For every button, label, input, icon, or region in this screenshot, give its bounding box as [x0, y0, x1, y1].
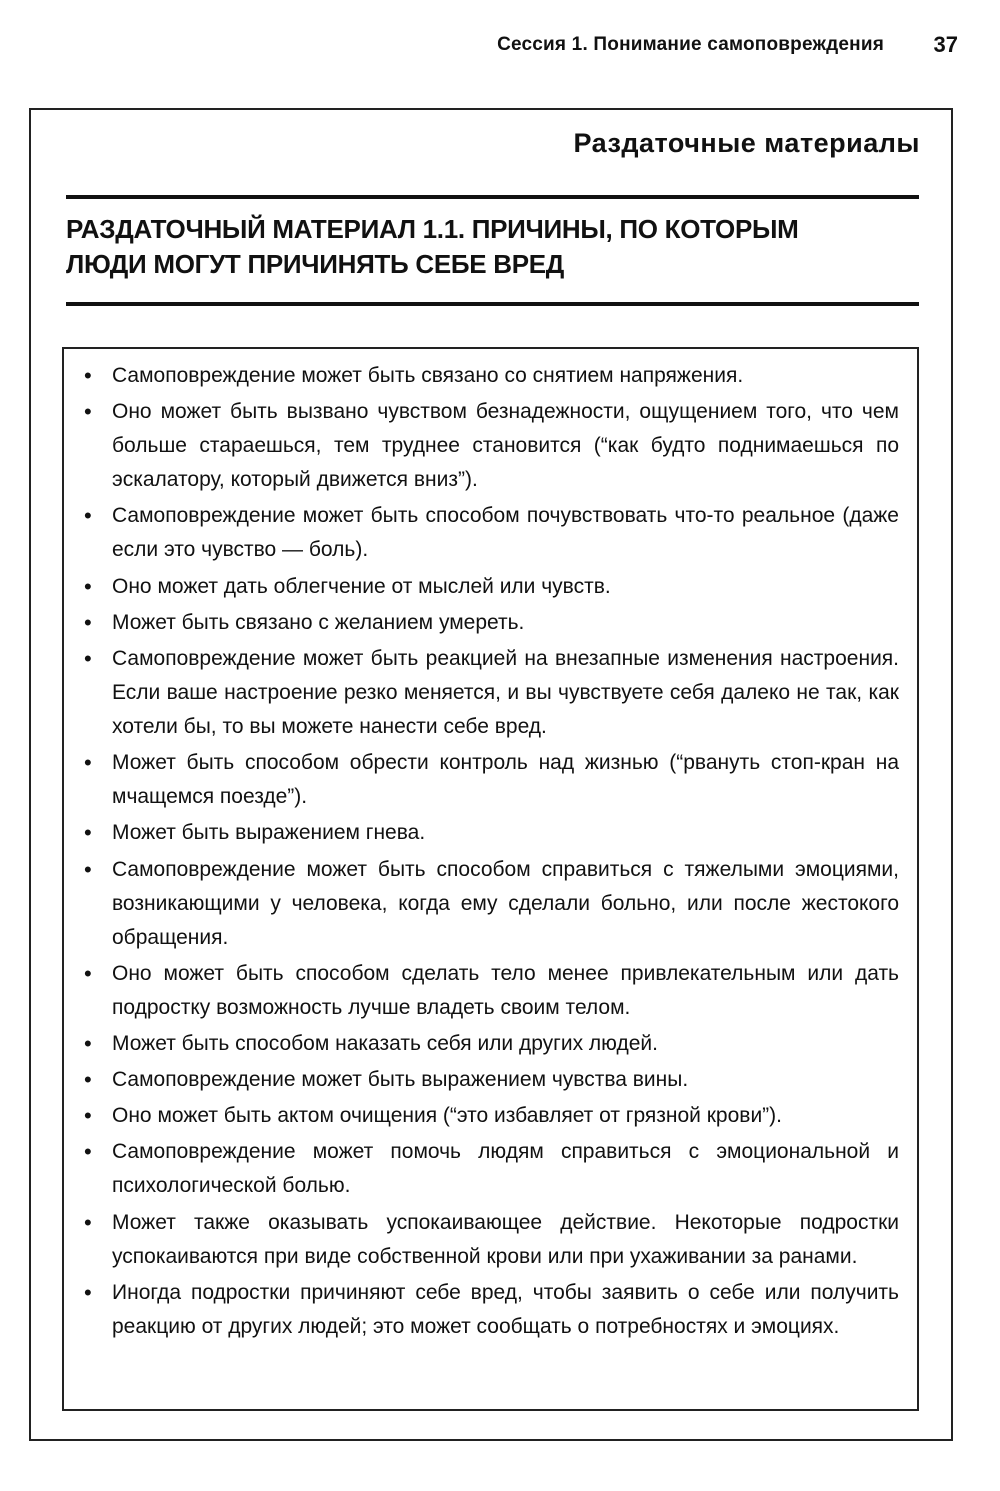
bullet-icon: •	[84, 573, 92, 599]
bullet-icon: •	[84, 1209, 92, 1235]
bullet-icon: •	[84, 363, 92, 388]
list-item-text: Оно может дать облегчение от мыслей или чувств.	[112, 574, 611, 598]
list-item-text: Может также оказывать успокаивающее действие. Некоторые подростки успокаиваются при виде собственной крови или при ухаживании за ранами.	[112, 1210, 899, 1268]
handout-title-line-2: ЛЮДИ МОГУТ ПРИЧИНЯТЬ СЕБЕ ВРЕД	[66, 249, 565, 279]
bullet-icon: •	[84, 750, 92, 776]
list-item	[84, 606, 899, 640]
list-item	[84, 1206, 899, 1274]
list-item-text: Может быть связано с желанием умереть.	[112, 610, 525, 634]
list-item	[84, 642, 899, 744]
list-item	[84, 816, 899, 850]
list-item	[84, 1027, 899, 1061]
bullet-icon: •	[84, 1279, 92, 1305]
list-item	[84, 499, 899, 567]
title-rule-bottom	[66, 302, 919, 306]
list-item-text: Самоповреждение может быть способом справиться с тяжелыми эмоциями, возникающими у человека, когда ему сделали больно, или после жестокого обращения.	[112, 857, 899, 949]
reasons-list	[64, 349, 917, 1344]
bullet-icon: •	[84, 1067, 92, 1093]
list-item	[84, 957, 899, 1025]
list-item-text: Оно может быть актом очищения (“это избавляет от грязной крови”).	[112, 1104, 782, 1128]
list-item-text: Иногда подростки причиняют себе вред, чтобы заявить о себе или получить реакцию от других людей; это может сообщать о потребностях и эмоциях.	[112, 1280, 899, 1338]
list-item	[84, 1099, 899, 1133]
list-item	[84, 1276, 899, 1344]
list-item-text: Самоповреждение может быть способом почувствовать что-то реальное (даже если это чувство — боль).	[112, 504, 899, 562]
section-label: Раздаточные материалы	[573, 128, 920, 158]
title-rule-top	[66, 195, 919, 199]
bullet-icon: •	[84, 1103, 92, 1129]
running-head-title: Сессия 1. Понимание самоповреждения	[497, 34, 884, 55]
page-number: 37	[933, 32, 958, 57]
bullet-icon: •	[84, 1030, 92, 1056]
list-item-text: Самоповреждение может помочь людям справиться с эмоциональной и психологической болью.	[112, 1140, 899, 1198]
list-item	[84, 359, 899, 393]
running-head	[0, 34, 1000, 64]
list-item-text: Может быть способом наказать себя или других людей.	[112, 1031, 658, 1055]
list-item-text: Самоповреждение может быть реакцией на внезапные изменения настроения. Если ваше настроение резко меняется, и вы чувствуете себя далеко не так, как хотели бы, то вы можете нанести себе вред.	[112, 646, 899, 738]
bullet-icon: •	[84, 856, 92, 882]
list-item-text: Самоповреждение может быть связано со снятием напряжения.	[112, 364, 744, 387]
bullet-icon: •	[84, 609, 92, 635]
list-item-text: Оно может быть способом сделать тело менее привлекательным или дать подростку возможность лучше владеть своим телом.	[112, 961, 899, 1019]
bullet-icon: •	[84, 645, 92, 671]
list-item	[84, 1135, 899, 1203]
bullet-icon: •	[84, 399, 92, 425]
list-item-text: Самоповреждение может быть выражением чувства вины.	[112, 1068, 689, 1092]
list-item	[84, 1063, 899, 1097]
list-item	[84, 395, 899, 497]
bullet-icon: •	[84, 1139, 92, 1165]
bullet-icon: •	[84, 960, 92, 986]
list-item-text: Оно может быть вызвано чувством безнадежности, ощущением того, что чем больше стараешься, тем труднее становится (“как будто поднимаешься по эскалатору, который движется вниз”).	[112, 400, 899, 492]
list-item-text: Может быть выражением гнева.	[112, 821, 426, 845]
handout-title-line-1: РАЗДАТОЧНЫЙ МАТЕРИАЛ 1.1. ПРИЧИНЫ, ПО КОТОРЫМ	[66, 214, 799, 244]
bullet-icon: •	[84, 503, 92, 529]
list-item-text: Может быть способом обрести контроль над жизнью (“рвануть стоп-кран на мчащемся поезде”).	[112, 751, 899, 809]
handout-title	[66, 212, 919, 282]
list-item	[84, 746, 899, 814]
reasons-box	[62, 347, 919, 1411]
bullet-icon: •	[84, 820, 92, 846]
list-item	[84, 570, 899, 604]
list-item	[84, 853, 899, 955]
